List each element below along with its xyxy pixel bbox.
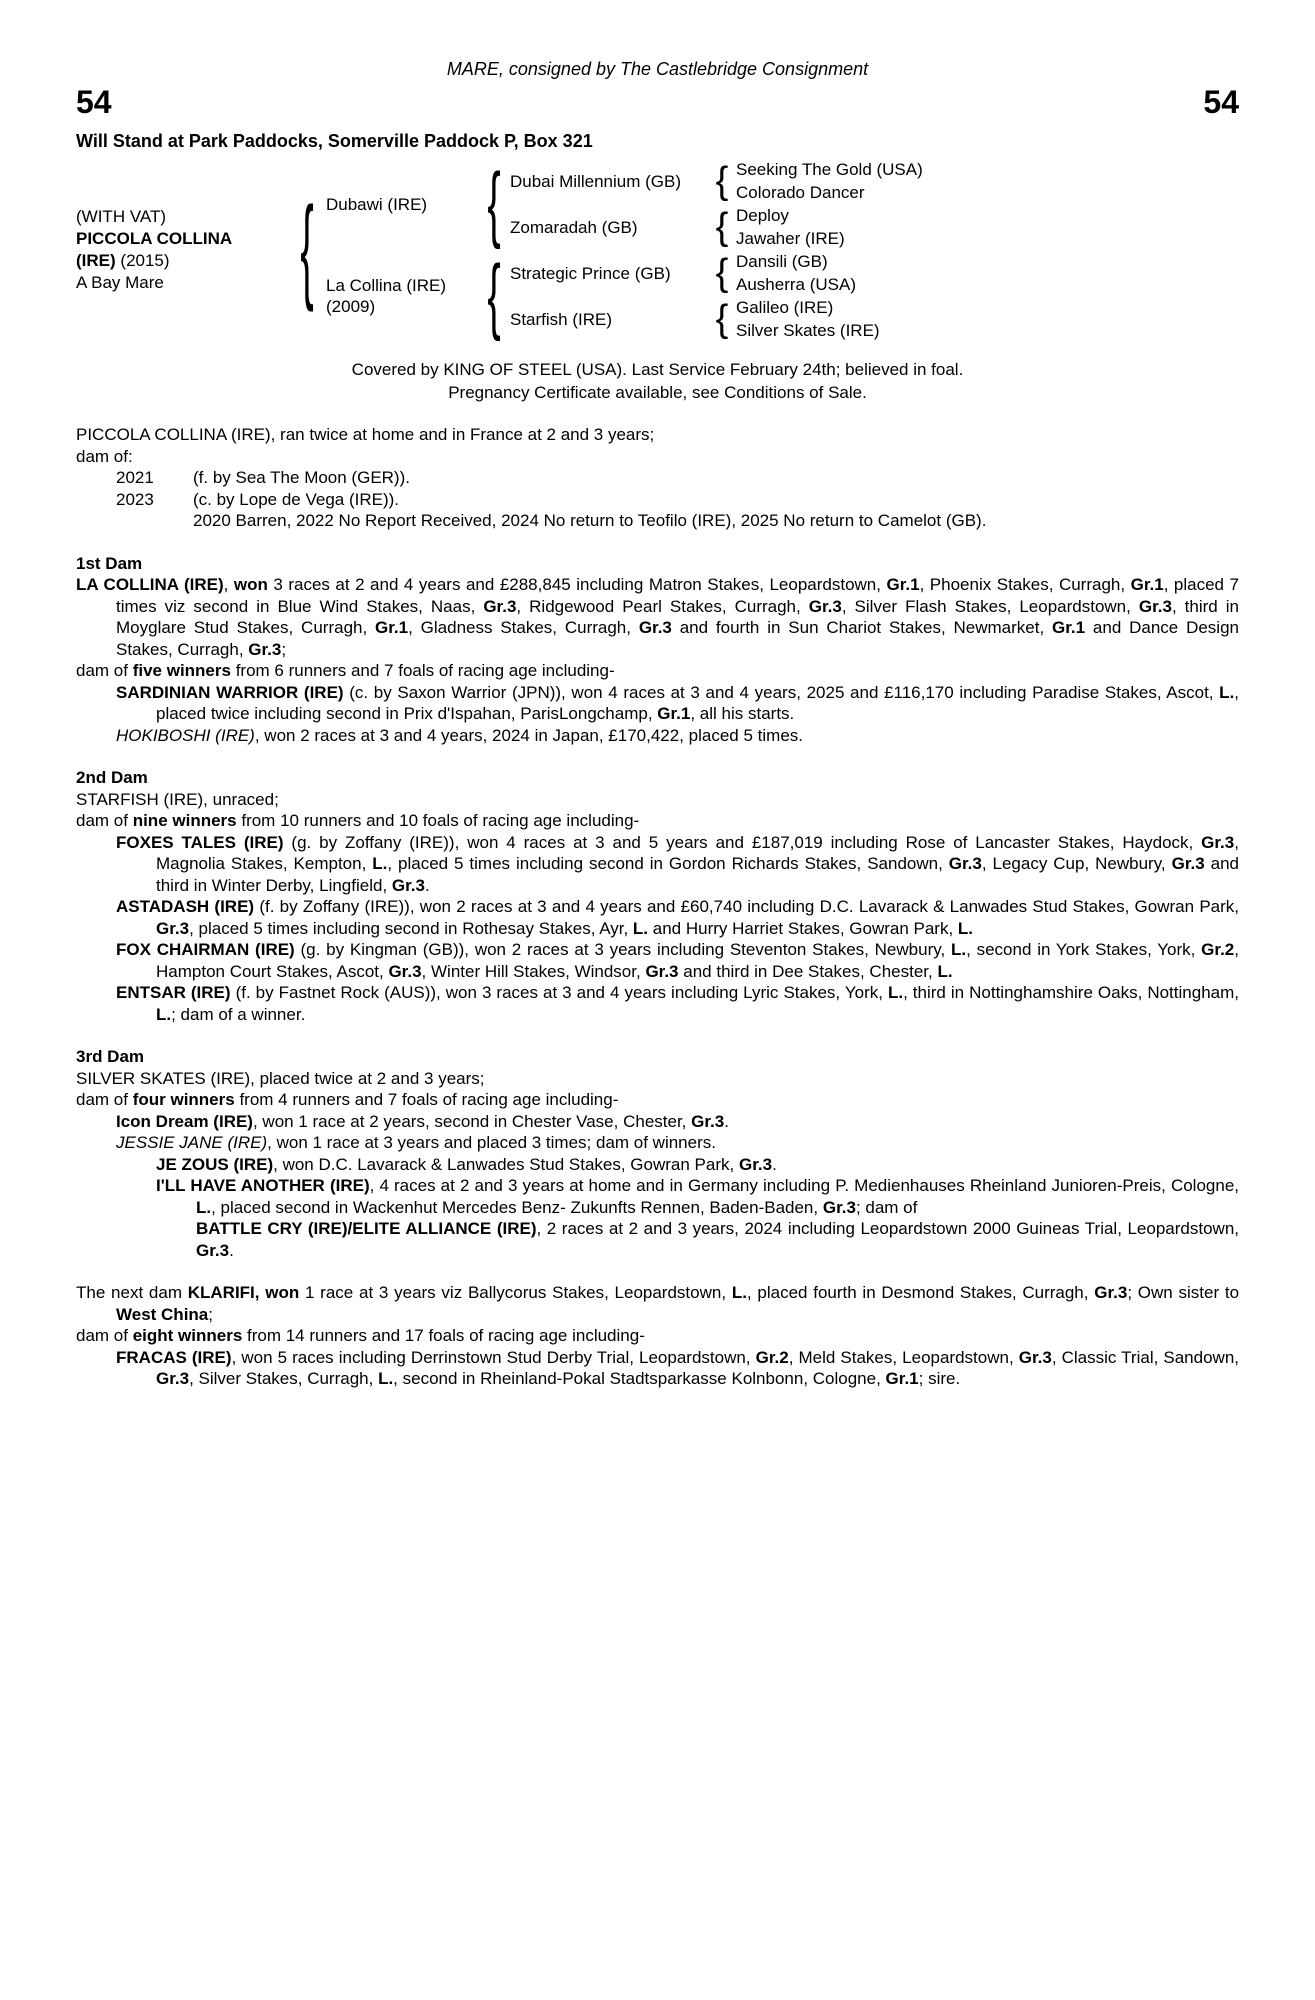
text-run: , second in York Stakes, York, xyxy=(966,940,1202,959)
dam-of-nine-winners xyxy=(76,810,1239,832)
text-run: , won 2 races at 3 and 4 years, 2024 in Japan, £170,422, placed 5 times. xyxy=(254,725,803,745)
text-run: , 2 races at 2 and 3 years, 2024 including Leopardstown 2000 Guineas Trial, Leopardstown, xyxy=(536,1219,1239,1238)
text-run: , third in Moyglare Stud Stakes, Curragh, xyxy=(116,596,1239,637)
text-run: JESSIE JANE (IRE) xyxy=(116,1133,268,1152)
text-run: from 14 runners and 17 foals of racing age including- xyxy=(242,1326,645,1345)
icon-dream-record xyxy=(76,1111,1239,1133)
text-run: ; xyxy=(281,639,287,659)
text-run: ; sire. xyxy=(918,1369,961,1388)
subject-description: A Bay Mare xyxy=(76,273,164,292)
granddam-1: Zomaradah (GB) xyxy=(510,217,638,237)
text-run: , placed fourth in Desmond Stakes, Curragh, xyxy=(746,1283,1095,1302)
text-run: 2020 Barren, 2022 No Report Received, 2024 No return to Teofilo (IRE), 2025 No return to Camelot (GB). xyxy=(193,511,987,530)
text-run: , Meld Stakes, Leopardstown, xyxy=(788,1347,1019,1367)
text-run: from 6 runners and 7 foals of racing age including- xyxy=(230,661,615,680)
pedigree-brace-gp3: { xyxy=(715,252,729,294)
text-run: Gr.3 xyxy=(948,854,982,873)
text-run: , placed twice including second in Prix d'Ispahan, ParisLongchamp, xyxy=(156,682,1240,723)
text-run: and third in Dee Stakes, Chester, xyxy=(678,961,938,981)
klarifi-record xyxy=(76,1282,1239,1325)
text-run: dam of xyxy=(76,661,133,680)
pedigree-brace-main: { xyxy=(300,186,314,314)
text-run: SILVER SKATES (IRE), placed twice at 2 and 3 years; xyxy=(76,1068,485,1088)
great-grandparent-7: Galileo (IRE) xyxy=(736,298,834,317)
text-run: Gr.3 xyxy=(156,1369,190,1388)
text-run: (c. by Saxon Warrior (JPN)), won 4 races at 3 and 4 years, 2025 and £116,170 including Paradise Stakes, Ascot, xyxy=(343,682,1220,702)
subject-suffix: (IRE) xyxy=(76,251,116,270)
text-run: and fourth in Sun Chariot Stakes, Newmarket, xyxy=(671,618,1052,637)
text-run: dam of xyxy=(76,1090,133,1109)
text-run: HOKIBOSHI (IRE) xyxy=(116,725,255,745)
text-run: , placed 5 times including second in Gordon Richards Stakes, Sandown, xyxy=(387,854,949,873)
text-run: ; Own sister to xyxy=(1127,1283,1240,1302)
third-dam-heading xyxy=(76,1046,1239,1068)
text-run: won xyxy=(233,575,268,594)
first-dam-heading xyxy=(76,553,1239,575)
text-run: , placed second in Wackenhut Mercedes Benz- Zukunfts Rennen, Baden-Baden, xyxy=(211,1197,823,1217)
text-run: STARFISH (IRE), unraced; xyxy=(76,789,279,809)
dam-of-label xyxy=(76,446,1239,468)
text-run: and Hurry Harriet Stakes, Gowran Park, xyxy=(648,918,958,938)
stand-line: Will Stand at Park Paddocks, Somerville Paddock P, Box 321 xyxy=(76,131,593,151)
text-run: Gr.3 xyxy=(196,1240,230,1260)
sardinian-warrior-record xyxy=(76,682,1239,725)
great-grandparent-6: Ausherra (USA) xyxy=(736,275,856,294)
text-run: (g. by Kingman (GB)), won 2 races at 3 years including Steventon Stakes, Newbury, xyxy=(294,940,951,959)
text-run: , won D.C. Lavarack & Lanwades Stud Stakes, Gowran Park, xyxy=(273,1154,739,1174)
text-run: , Winter Hill Stakes, Windsor, xyxy=(421,961,646,981)
text-run: Gr.3 xyxy=(808,596,842,616)
covered-block xyxy=(76,358,1239,404)
text-run: Gr.3 xyxy=(1094,1283,1128,1302)
text-run: I'LL HAVE ANOTHER (IRE) xyxy=(156,1176,370,1195)
pedigree-brace-gp2: { xyxy=(715,206,729,248)
great-grandparent-3: Deploy xyxy=(736,206,789,225)
text-run: Gr.3 xyxy=(638,618,672,637)
lot-number-right: 54 xyxy=(1203,84,1239,120)
text-run: , Hampton Court Stakes, Ascot, xyxy=(156,940,1239,981)
dam-year: (2009) xyxy=(326,297,376,316)
text-run: LA COLLINA (IRE) xyxy=(76,575,224,594)
text-run: , Phoenix Stakes, Curragh, xyxy=(919,575,1131,594)
subject-suffix-year xyxy=(76,250,232,272)
text-run: L. xyxy=(196,1197,212,1217)
pregnancy-line: Pregnancy Certificate available, see Conditions of Sale. xyxy=(448,383,867,402)
text-run: L. xyxy=(731,1283,747,1302)
text-run: . xyxy=(772,1154,777,1174)
text-run: Gr.3 xyxy=(1171,854,1205,873)
subject-name: PICCOLA COLLINA xyxy=(76,229,233,248)
dam-of-four-winners xyxy=(76,1089,1239,1111)
text-run: FRACAS (IRE) xyxy=(116,1347,232,1367)
text-run: Gr.3 xyxy=(738,1154,773,1174)
subject-year: (2015) xyxy=(120,251,170,270)
second-dam-heading xyxy=(76,767,1239,789)
text-run: 3rd Dam xyxy=(76,1047,145,1066)
text-run: , Silver Flash Stakes, Leopardstown, xyxy=(841,596,1139,616)
produce-2023 xyxy=(76,489,1239,511)
great-grandparent-1: Seeking The Gold (USA) xyxy=(736,160,923,179)
text-run: . xyxy=(425,875,430,895)
pedigree-brace-sire: { xyxy=(487,157,501,251)
text-run: dam of xyxy=(76,811,133,830)
text-run: SARDINIAN WARRIOR (IRE) xyxy=(116,682,344,702)
grandsire-2: Strategic Prince (GB) xyxy=(510,263,671,283)
text-run: Gr.3 xyxy=(156,918,190,938)
text-run: ; dam of a winner. xyxy=(171,1004,306,1024)
text-run: Gr.1 xyxy=(886,575,920,594)
fox-chairman-record xyxy=(76,939,1239,982)
text-run: , second in Rheinland-Pokal Stadtsparkasse Kolnbonn, Cologne, xyxy=(393,1369,886,1388)
silver-skates-record xyxy=(76,1068,1239,1090)
ill-have-another-record xyxy=(76,1175,1239,1218)
great-grandparent-2: Colorado Dancer xyxy=(736,183,865,202)
pedigree-brace-gp1: { xyxy=(715,160,729,202)
text-run: BATTLE CRY (IRE)/ELITE ALLIANCE (IRE) xyxy=(196,1219,537,1238)
text-run: PICCOLA COLLINA (IRE), ran twice at home and in France at 2 and 3 years; xyxy=(76,425,655,444)
lot-number-row xyxy=(76,86,1239,118)
text-run: , placed 7 times viz second in Blue Wind Stakes, Naas, xyxy=(116,575,1239,616)
text-run: , won 5 races including Derrinstown Stud Derby Trial, Leopardstown, xyxy=(231,1347,756,1367)
entsar-record xyxy=(76,982,1239,1025)
produce-2021 xyxy=(76,467,1239,489)
text-run: 2023 xyxy=(116,489,154,509)
foxes-tales-record xyxy=(76,832,1239,897)
hokiboshi-record xyxy=(76,725,1239,747)
text-run: (f. by Sea The Moon (GER)). xyxy=(193,468,410,487)
barren-record xyxy=(76,510,1239,532)
text-run: The next dam xyxy=(76,1283,188,1302)
text-run: Gr.2 xyxy=(1201,940,1235,959)
text-run: 2021 xyxy=(116,468,154,487)
pedigree-brace-dam: { xyxy=(487,249,501,343)
text-run: Gr.3 xyxy=(391,875,425,895)
dam-of-eight-winners xyxy=(76,1325,1239,1347)
text-run: (g. by Zoffany (IRE)), won 4 races at 3 and 5 years and £187,019 including Rose of Lancaster Stakes, Haydock, xyxy=(283,832,1202,852)
subject-block xyxy=(76,158,288,342)
text-run: Gr.3 xyxy=(248,639,282,659)
text-run: , won 1 race at 3 years and placed 3 times; dam of winners. xyxy=(267,1133,716,1152)
text-run: JE ZOUS (IRE) xyxy=(156,1154,274,1174)
text-run: and Dance Design Stakes, Curragh, xyxy=(116,618,1239,659)
text-run: Gr.1 xyxy=(885,1369,919,1388)
text-run: Gr.3 xyxy=(1201,832,1235,852)
text-run: L. xyxy=(937,961,953,981)
text-run: KLARIFI, won xyxy=(187,1283,300,1302)
text-run: dam of xyxy=(76,1326,133,1345)
text-run: Gr.3 xyxy=(645,961,679,981)
text-run: , Legacy Cup, Newbury, xyxy=(981,854,1172,873)
great-grandparent-4: Jawaher (IRE) xyxy=(736,229,845,248)
text-run: dam of: xyxy=(76,446,133,466)
text-run: . xyxy=(229,1240,234,1260)
text-run: Gr.3 xyxy=(1018,1347,1052,1367)
text-run: , xyxy=(223,575,234,594)
text-run: Gr.2 xyxy=(755,1347,789,1367)
text-run: L. xyxy=(372,854,388,873)
je-zous-record xyxy=(76,1154,1239,1176)
text-run: 3 races at 2 and 4 years and £288,845 including Matron Stakes, Leopardstown, xyxy=(267,575,887,594)
dam-name: La Collina (IRE) (2009) xyxy=(326,276,446,316)
text-run: Gr.3 xyxy=(388,961,422,981)
text-run: 1 race at 3 years viz Ballycorus Stakes, Leopardstown, xyxy=(299,1283,732,1302)
text-run: L. xyxy=(378,1369,394,1388)
text-run: , 4 races at 2 and 3 years at home and in Germany including P. Medienhauses Rheinland Junioren-Preis, Cologne, xyxy=(369,1176,1239,1195)
text-run: , placed 5 times including second in Rothesay Stakes, Ayr, xyxy=(189,918,633,938)
text-run: , all his starts. xyxy=(690,704,795,723)
text-run: L. xyxy=(950,940,967,959)
battle-cry-record xyxy=(76,1218,1239,1261)
text-run: L. xyxy=(632,918,649,938)
text-run: (f. by Zoffany (IRE)), won 2 races at 3 and 4 years and £60,740 including D.C. Lavarack & Lanwades Stud Stakes, Gowran Park, xyxy=(254,897,1239,916)
text-run: Gr.1 xyxy=(1130,575,1164,594)
text-run: Gr.3 xyxy=(483,596,517,616)
text-run: Gr.1 xyxy=(1052,618,1086,637)
text-run: L. xyxy=(957,918,974,938)
astadash-record xyxy=(76,896,1239,939)
great-grandparent-8: Silver Skates (IRE) xyxy=(736,321,880,340)
pedigree-text xyxy=(76,424,1239,1390)
text-run: , Silver Stakes, Curragh, xyxy=(189,1369,379,1388)
text-run: from 10 runners and 10 foals of racing age including- xyxy=(236,811,640,830)
text-run: Icon Dream (IRE) xyxy=(116,1111,253,1131)
text-run: , Ridgewood Pearl Stakes, Curragh, xyxy=(516,596,809,616)
text-run: L. xyxy=(156,1004,172,1024)
text-run: ; xyxy=(208,1304,213,1324)
covered-line: Covered by KING OF STEEL (USA). Last Service February 24th; believed in foal. xyxy=(351,360,964,379)
text-run: 2nd Dam xyxy=(76,768,148,787)
text-run: ENTSAR (IRE) xyxy=(116,983,231,1002)
pedigree-brace-gp4: { xyxy=(715,298,729,340)
pedigree-table xyxy=(76,158,1239,342)
text-run: ; dam of xyxy=(855,1197,918,1217)
text-run: Gr.3 xyxy=(822,1197,856,1217)
text-run: and third in Winter Derby, Lingfield, xyxy=(156,854,1239,895)
text-run: (f. by Fastnet Rock (AUS)), won 3 races at 3 and 4 years including Lyric Stakes, York, xyxy=(230,983,888,1002)
starfish-record xyxy=(76,789,1239,811)
text-run: , third in Nottinghamshire Oaks, Nottingham, xyxy=(903,983,1239,1002)
text-run: , Classic Trial, Sandown, xyxy=(1051,1347,1239,1367)
text-run: L. xyxy=(1219,682,1235,702)
sire-name: Dubawi (IRE) xyxy=(326,194,428,214)
mare-race-record xyxy=(76,424,1239,446)
great-grandparent-5: Dansili (GB) xyxy=(736,252,828,271)
text-run: L. xyxy=(887,983,904,1002)
text-run: four winners xyxy=(132,1090,235,1109)
text-run: Gr.1 xyxy=(657,704,691,723)
text-run: , Magnolia Stakes, Kempton, xyxy=(156,832,1239,873)
consignment-line: MARE, consigned by The Castlebridge Consignment xyxy=(446,59,869,79)
dam-of-five-winners xyxy=(76,660,1239,682)
text-run: FOXES TALES (IRE) xyxy=(116,832,284,852)
vat-note: (WITH VAT) xyxy=(76,207,167,226)
text-run: . xyxy=(724,1111,729,1131)
text-run: nine winners xyxy=(132,811,237,830)
text-run: (c. by Lope de Vega (IRE)). xyxy=(193,489,399,509)
la-collina-record xyxy=(76,574,1239,660)
text-run: five winners xyxy=(132,661,231,680)
granddam-2: Starfish (IRE) xyxy=(510,309,613,329)
text-run: from 4 runners and 7 foals of racing age including- xyxy=(234,1090,619,1109)
text-run: Gr.3 xyxy=(1138,596,1172,616)
text-run: eight winners xyxy=(132,1326,243,1345)
text-run: ASTADASH (IRE) xyxy=(116,897,255,916)
grandsire-1: Dubai Millennium (GB) xyxy=(510,171,681,191)
text-run: FOX CHAIRMAN (IRE) xyxy=(116,940,295,959)
jessie-jane-record xyxy=(76,1132,1239,1154)
text-run: 1st Dam xyxy=(76,553,143,573)
lot-number-left: 54 xyxy=(76,84,112,120)
fracas-record xyxy=(76,1347,1239,1390)
text-run: Gr.1 xyxy=(375,618,409,637)
text-run: , Gladness Stakes, Curragh, xyxy=(408,618,639,637)
text-run: West China xyxy=(116,1304,209,1324)
text-run: Gr.3 xyxy=(691,1111,725,1131)
text-run: , won 1 race at 2 years, second in Chester Vase, Chester, xyxy=(252,1111,692,1131)
